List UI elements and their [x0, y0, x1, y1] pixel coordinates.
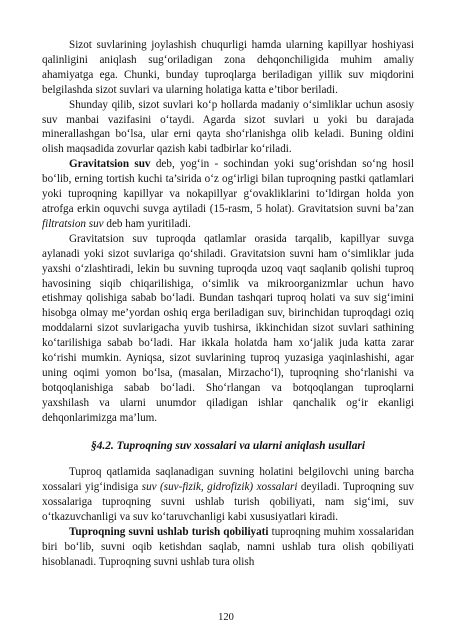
paragraph-sizot-suvlari: Sizot suvlarining joylashish chuqurligi hamda ularning kapillyar hoshiyasi qalinligini aniqlash sug‘oriladigan zona dehqonchiligida muhim amaliy ahamiyatga ega. Chunki, bunday tuproqlarga beriladigan yillik suv miqdorini belgilashda sizot suvlari va ularning holatiga katta e’tibor beriladi. [42, 39, 414, 96]
paragraph-gravitatsion-suv-text: deb, yog‘in - sochindan yoki sug‘orishdan so‘ng hosil bo‘lib, erning tortish kuchi ta’sirida o‘z og‘irligi bilan tuproqning pastki qatlamlari yoki tuproqning kapillyar va nokapillyar g‘ovakliklarini to‘ldirgan holda yon atrofga erkin oquvchi suvga aytiladi (15-rasm, 5 holat). Gravitatsion suvni ba’zan [42, 158, 414, 215]
paragraph-suv-xossalari-end: deyiladi. Tuproqning suv xossalariga tuproqning suvni ushlab turish qobiliyati, nam sig‘imi, suv o‘tkazuvchanligi va suv ko‘taruvchanligi kabi xususiyatlari kiradi. [42, 481, 415, 524]
paragraph-suv-xossalari [42, 465, 414, 525]
paragraph-gravitatsion-suv-tarqalishi: Gravitatsion suv tuproqda qatlamlar orasida tarqalib, kapillyar suvga aylanadi yoki sizot suvlariga qo‘shiladi. Gravitatsion suvni ham o‘simliklar juda yaxshi o‘zlashtiradi, lekin bu suvning tuproqda uzoq vaqt saqlanib qolishi tuproq havosining siqib chiqarilishiga, o‘simlik va mikroorganizmlar uchun havo etishmay qolishiga sabab bo‘ladi. Bundan tashqari tuproq holati va suv sig‘imini hisobga olmay me’yordan oshiq erga beriladigan suv, birinchidan tuproqdagi oziq moddalarni sizot suvlarigacha yuvib tushirsa, ikkinchidan sizot suvlari sathining ko‘tarilishiga sabab bo‘ladi. Har ikkala holatda ham xo‘jalik juda katta zarar ko‘rishi mumkin. Ayniqsa, sizot suvlarining tuproq yuzasiga yaqinlashishi, agar uning oqimi yomon bo‘lsa, (masalan, Mirzacho‘l), tuproqning sho‘rlanishi va botqoqlanishiga sabab bo‘ladi. Sho‘rlangan va botqoqlangan tuproqlarni yaxshilash va ularni unumdor qiladigan ishlar qanchalik og‘ir ekanligi dehqonlarimizga ma’lum. [42, 232, 414, 424]
term-ushlab-turish-qobiliyati: Tuproqning suvni ushlab turish qobiliyati [69, 526, 269, 539]
section-heading: §4.2. Tuproqning suv xossalari va ularni aniqlash usullari [91, 439, 365, 452]
paragraph-gravitatsion-suv [42, 157, 414, 232]
term-gravitatsion-suv: Gravitatsion suv [69, 158, 151, 171]
paragraph-suv-xossalari-text: Tuproq qatlamida saqlanadigan suvning holatini belgilovchi uning barcha xossalari yig‘indisiga [42, 466, 414, 494]
paragraph-ushlab-turish-text: tuproqning muhim xossalaridan biri bo‘lib, suvni oqib ketishdan saqlab, namni ushlab tura olish qobiliyati hisoblanadi. Tuproqning suvni ushlab tura olish [42, 526, 414, 568]
page-number: 120 [218, 612, 234, 623]
document-page [42, 38, 414, 570]
paragraph-gravitatsion-suv-end: deb ham yuritiladi. [103, 217, 191, 230]
paragraph-ushlab-turish [42, 525, 414, 570]
term-filtratsion-suv: filtratsion suv [42, 217, 104, 230]
paragraph-madaniy-osimliklar: Shunday qilib, sizot suvlari ko‘p hollarda madaniy o‘simliklar uchun asosiy suv manbai vazifasini o‘taydi. Agarda sizot suvlari u yoki bu darajada minerallashgan bo‘lsa, ular erni qayta sho‘rlanishga olib keladi. Buning oldini olish maqsadida zovurlar qazish kabi tadbirlar ko‘riladi. [42, 98, 414, 156]
term-suv-xossalari: suv (suv-fizik, gidrofizik) xossalari [141, 481, 298, 494]
